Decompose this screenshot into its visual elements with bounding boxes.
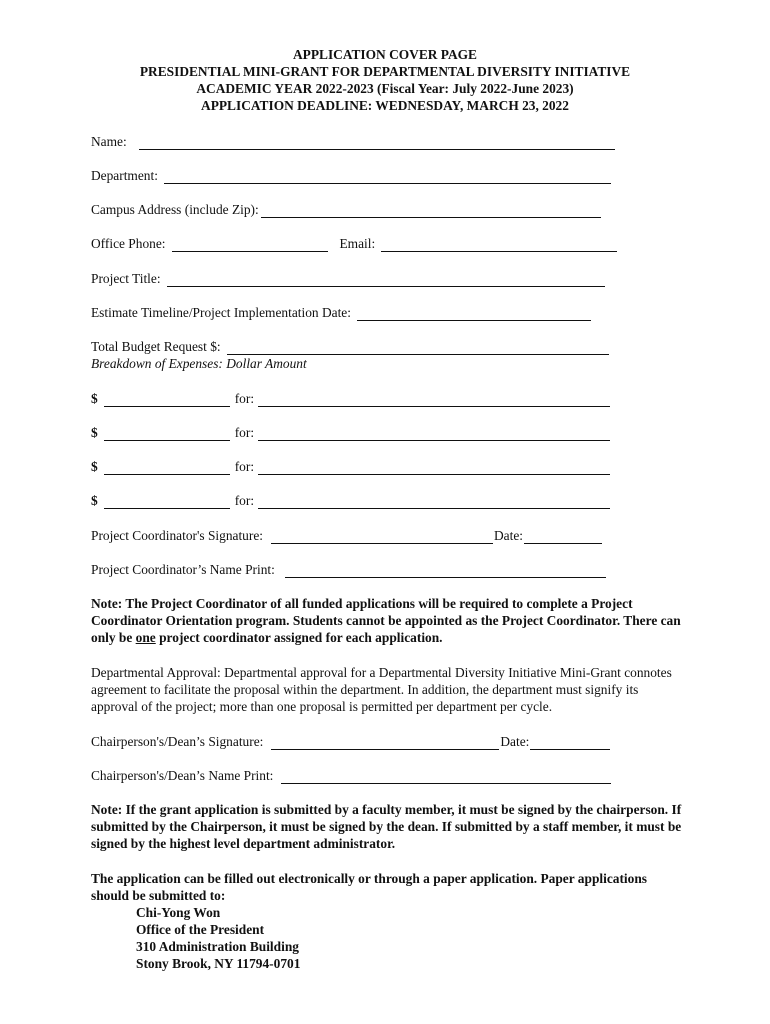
coordinator-note-text: Note: The Project Coordinator of all funded applications will be required to complete a Project Coordinator Orientation program. Students cannot be appointed as the Project Coordinator. There can only be: [91, 596, 681, 645]
office-phone-label: Office Phone:: [91, 236, 166, 251]
expense-purpose-field[interactable]: [258, 428, 610, 441]
project-title-field[interactable]: [167, 274, 605, 287]
dollar-label: $: [91, 425, 98, 440]
expense-purpose-field[interactable]: [258, 462, 610, 475]
timeline-row: [91, 304, 591, 321]
project-title-label: Project Title:: [91, 271, 161, 286]
page-header: [0, 46, 770, 114]
department-field[interactable]: [164, 171, 611, 184]
coordinator-name-row: [91, 561, 606, 578]
campus-address-label: Campus Address (include Zip):: [91, 202, 259, 217]
submission-building: 310 Administration Building: [136, 939, 299, 954]
chair-signature-field[interactable]: [271, 737, 499, 750]
chair-date-label: Date:: [500, 734, 530, 749]
coordinator-note: [91, 595, 691, 646]
header-program: PRESIDENTIAL MINI-GRANT FOR DEPARTMENTAL DIVERSITY INITIATIVE: [139, 64, 631, 79]
coordinator-note-text-end: project coordinator assigned for each application.: [155, 630, 443, 645]
timeline-label: Estimate Timeline/Project Implementation Date:: [91, 305, 351, 320]
expense-amount-field[interactable]: [104, 394, 230, 407]
submission-recipient: Chi-Yong Won: [136, 905, 221, 920]
budget-label: Total Budget Request $:: [91, 339, 221, 354]
expense-row: [91, 458, 610, 475]
chair-name-label: Chairperson's/Dean’s Name Print:: [91, 768, 274, 783]
coordinator-name-label: Project Coordinator’s Name Print:: [91, 562, 275, 577]
submission-block: [91, 870, 651, 972]
for-label: for:: [234, 391, 255, 406]
header-title: APPLICATION COVER PAGE: [292, 47, 477, 62]
chair-name-row: [91, 767, 611, 784]
departmental-approval-text: Departmental Approval: Departmental approval for a Departmental Diversity Initiative Mini-Grant connotes agreement to facilitate the proposal within the department. In addition, the department must signify its approval of the project; more than one proposal is permitted per department per cycle.: [91, 665, 672, 714]
submission-intro: The application can be filled out electronically or through a paper application. Paper applications should be submitted to:: [91, 871, 647, 903]
email-field[interactable]: [381, 239, 617, 252]
chair-signature-label: Chairperson's/Dean’s Signature:: [91, 734, 264, 749]
chair-name-field[interactable]: [281, 771, 611, 784]
timeline-field[interactable]: [357, 308, 591, 321]
expense-amount-field[interactable]: [104, 462, 230, 475]
coordinator-signature-field[interactable]: [271, 531, 493, 544]
coordinator-signature-label: Project Coordinator's Signature:: [91, 528, 263, 543]
dollar-label: $: [91, 493, 98, 508]
name-field[interactable]: [139, 137, 615, 150]
department-label: Department:: [91, 168, 158, 183]
for-label: for:: [234, 459, 255, 474]
budget-field[interactable]: [227, 342, 609, 355]
department-row: [91, 167, 611, 184]
header-academic-year: ACADEMIC YEAR 2022-2023 (Fiscal Year: July 2022-June 2023): [196, 81, 574, 96]
office-phone-field[interactable]: [172, 239, 328, 252]
name-row: [91, 133, 615, 150]
expense-row: [91, 424, 610, 441]
email-label: Email:: [339, 236, 376, 251]
for-label: for:: [234, 493, 255, 508]
for-label: for:: [234, 425, 255, 440]
submission-office: Office of the President: [136, 922, 265, 937]
phone-email-row: [91, 235, 617, 252]
signature-note: Note: If the grant application is submitted by a faculty member, it must be signed by the chairperson. If submitted by the Chairperson, it must be signed by the dean. If submitted by a staff member, it must be signed by the highest level department administrator.: [91, 802, 682, 851]
submission-city: Stony Brook, NY 11794-0701: [136, 956, 301, 971]
expense-amount-field[interactable]: [104, 496, 230, 509]
name-label: Name:: [91, 134, 127, 149]
budget-row: [91, 338, 609, 355]
header-deadline: APPLICATION DEADLINE: WEDNESDAY, MARCH 23, 2022: [201, 98, 569, 113]
campus-address-row: [91, 201, 601, 218]
chair-signature-row: [91, 733, 610, 750]
coordinator-date-field[interactable]: [524, 531, 602, 544]
campus-address-field[interactable]: [261, 205, 601, 218]
expense-purpose-field[interactable]: [258, 496, 610, 509]
expense-purpose-field[interactable]: [258, 394, 610, 407]
dollar-label: $: [91, 391, 98, 406]
dollar-label: $: [91, 459, 98, 474]
coordinator-date-label: Date:: [494, 528, 523, 543]
coordinator-note-emphasis: one: [135, 630, 156, 645]
coordinator-signature-row: [91, 527, 602, 544]
expense-row: [91, 492, 610, 509]
chair-date-field[interactable]: [530, 737, 610, 750]
expense-row: [91, 390, 610, 407]
breakdown-caption: Breakdown of Expenses: Dollar Amount: [91, 356, 307, 371]
coordinator-name-field[interactable]: [285, 565, 606, 578]
expense-amount-field[interactable]: [104, 428, 230, 441]
project-title-row: [91, 270, 605, 287]
